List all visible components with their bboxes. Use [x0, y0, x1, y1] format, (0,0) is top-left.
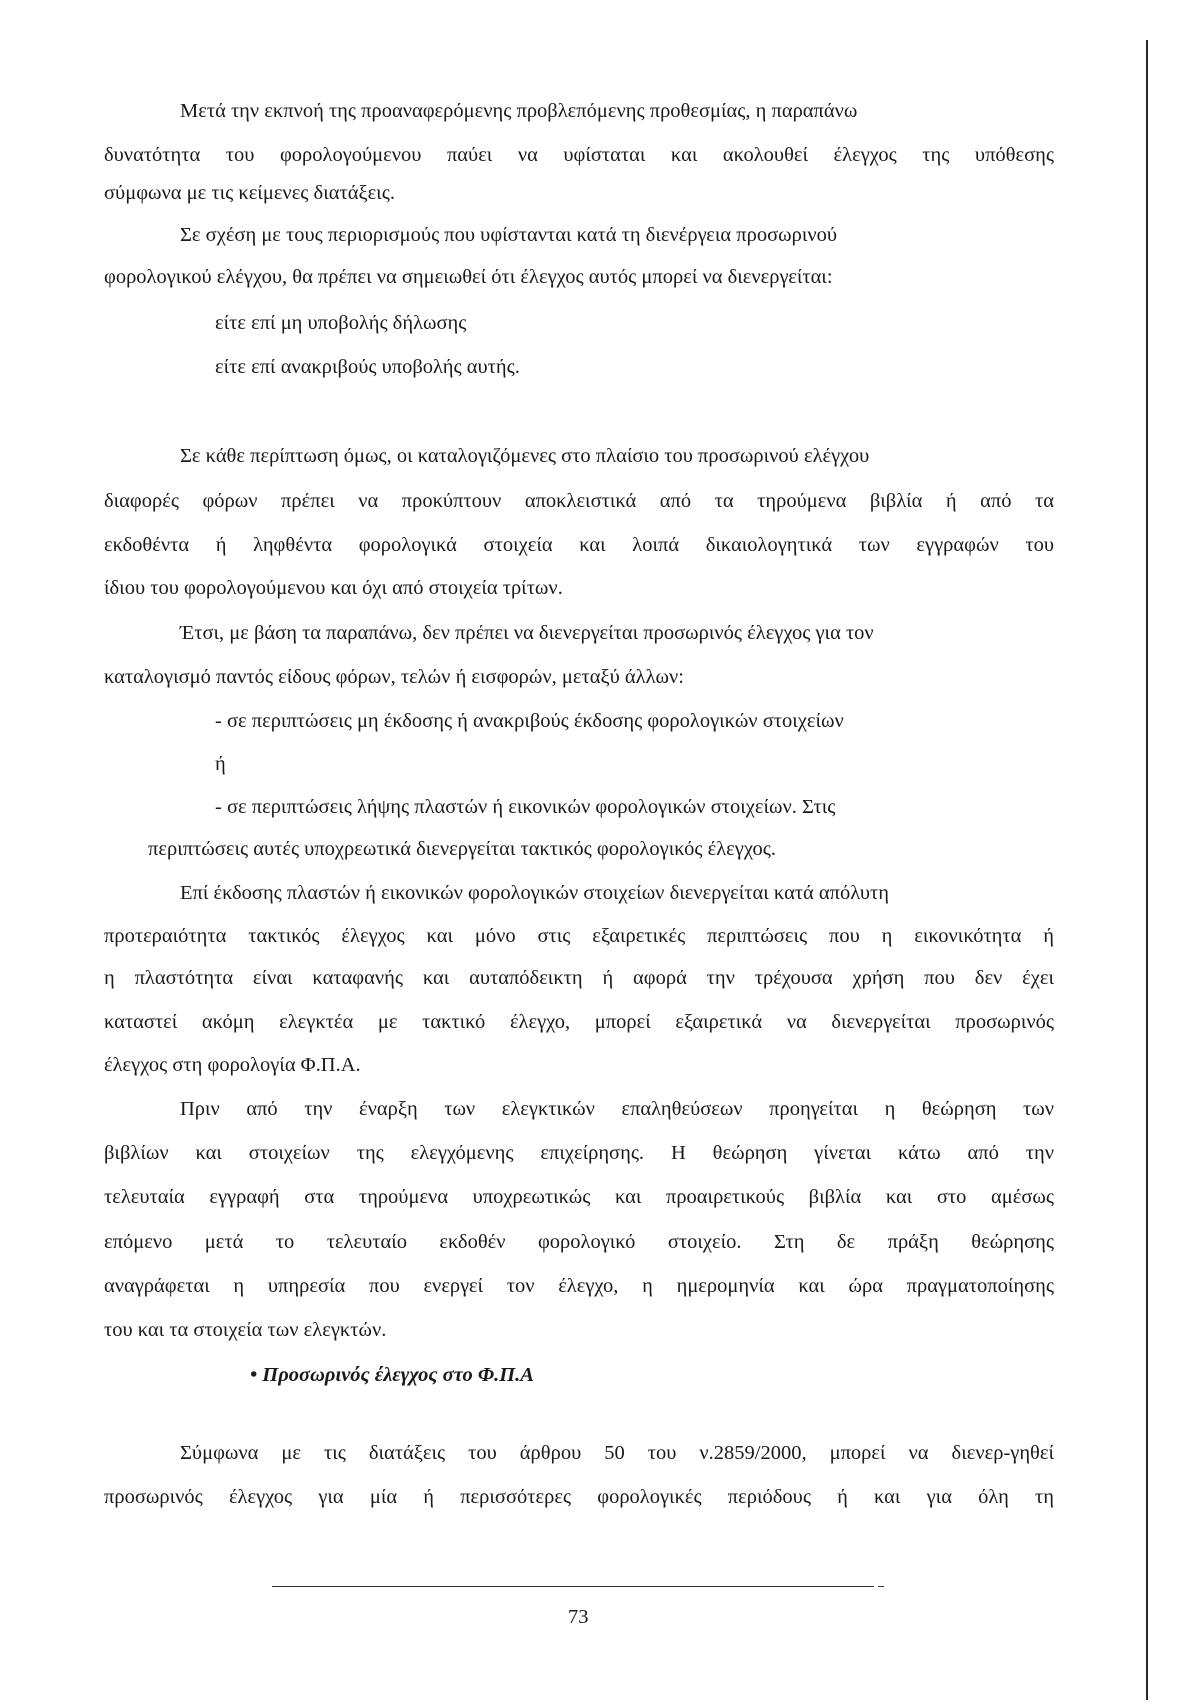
- text-line: του και τα στοιχεία των ελεγκτών.: [104, 1319, 387, 1341]
- text-line: Πριν από την έναρξη των ελεγκτικών επαληθεύσεων προηγείται η θεώρηση των: [180, 1098, 1054, 1120]
- text-line: δυνατότητα του φορολογούμενου παύει να υφίσταται και ακολουθεί έλεγχος της υπόθεσης: [104, 144, 1054, 166]
- list-item: ή: [215, 753, 226, 775]
- footer-rule-dash: [878, 1586, 884, 1587]
- text-line: εκδοθέντα ή ληφθέντα φορολογικά στοιχεία και λοιπά δικαιολογητικά των εγγραφών του: [104, 534, 1054, 556]
- text-line: η πλαστότητα είναι καταφανής και αυταπόδεικτη ή αφορά την τρέχουσα χρήση που δεν έχει: [104, 967, 1054, 989]
- text-line: Σύμφωνα με τις διατάξεις του άρθρου 50 του ν.2859/2000, μπορεί να διενερ-γηθεί: [180, 1442, 1054, 1464]
- text-line: Έτσι, με βάση τα παραπάνω, δεν πρέπει να διενεργείται προσωρινός έλεγχος για τον: [180, 622, 874, 644]
- page-number: 73: [568, 1606, 589, 1628]
- text-line: τελευταία εγγραφή στα τηρούμενα υποχρεωτικώς και προαιρετικούς βιβλία και στο αμέσως: [104, 1186, 1054, 1208]
- text-line: φορολογικού ελέγχου, θα πρέπει να σημειωθεί ότι έλεγχος αυτός μπορεί να διενεργείται:: [104, 266, 833, 288]
- text-line: προτεραιότητα τακτικός έλεγχος και μόνο στις εξαιρετικές περιπτώσεις που η εικονικότητα ή: [104, 925, 1054, 947]
- footer-rule: [272, 1586, 874, 1587]
- text-line: διαφορές φόρων πρέπει να προκύπτουν αποκλειστικά από τα τηρούμενα βιβλία ή από τα: [104, 490, 1054, 512]
- text-line: Σε κάθε περίπτωση όμως, οι καταλογιζόμενες στο πλαίσιο του προσωρινού ελέγχου: [180, 445, 870, 467]
- text-line: σύμφωνα με τις κείμενες διατάξεις.: [104, 182, 395, 204]
- text-line: βιβλίων και στοιχείων της ελεγχόμενης επιχείρησης. Η θεώρηση γίνεται κάτω από την: [104, 1142, 1054, 1164]
- text-line: επόμενο μετά το τελευταίο εκδοθέν φορολογικό στοιχείο. Στη δε πράξη θεώρησης: [104, 1231, 1054, 1253]
- list-item: - σε περιπτώσεις μη έκδοσης ή ανακριβούς έκδοσης φορολογικών στοιχείων: [215, 710, 844, 732]
- text-line: ίδιου του φορολογούμενου και όχι από στοιχεία τρίτων.: [104, 577, 563, 599]
- text-line: έλεγχος στη φορολογία Φ.Π.Α.: [104, 1054, 361, 1076]
- text-line: Μετά την εκπνοή της προαναφερόμενης προβλεπόμενης προθεσμίας, η παραπάνω: [180, 100, 858, 122]
- section-heading: • Προσωρινός έλεγχος στο Φ.Π.Α: [250, 1364, 534, 1386]
- text-line: Επί έκδοσης πλαστών ή εικονικών φορολογικών στοιχείων διενεργείται κατά απόλυτη: [180, 882, 889, 904]
- list-item: - σε περιπτώσεις λήψης πλαστών ή εικονικών φορολογικών στοιχείων. Στις: [215, 796, 836, 818]
- text-line: καταστεί ακόμη ελεγκτέα με τακτικό έλεγχο, μπορεί εξαιρετικά να διενεργείται προσωρινός: [104, 1011, 1054, 1033]
- text-line: αναγράφεται η υπηρεσία που ενεργεί τον έλεγχο, η ημερομηνία και ώρα πραγματοποίησης: [104, 1275, 1054, 1297]
- list-item: είτε επί ανακριβούς υποβολής αυτής.: [215, 356, 520, 378]
- list-item: είτε επί μη υποβολής δήλωσης: [215, 312, 467, 334]
- text-line: περιπτώσεις αυτές υποχρεωτικά διενεργείται τακτικός φορολογικός έλεγχος.: [148, 838, 776, 860]
- text-line: καταλογισμό παντός είδους φόρων, τελών ή εισφορών, μεταξύ άλλων:: [104, 666, 684, 688]
- scan-edge-line: [1146, 40, 1148, 1700]
- text-line: Σε σχέση με τους περιορισμούς που υφίστανται κατά τη διενέργεια προσωρινού: [180, 224, 838, 246]
- text-line: προσωρινός έλεγχος για μία ή περισσότερες φορολογικές περιόδους ή και για όλη τη: [104, 1486, 1054, 1508]
